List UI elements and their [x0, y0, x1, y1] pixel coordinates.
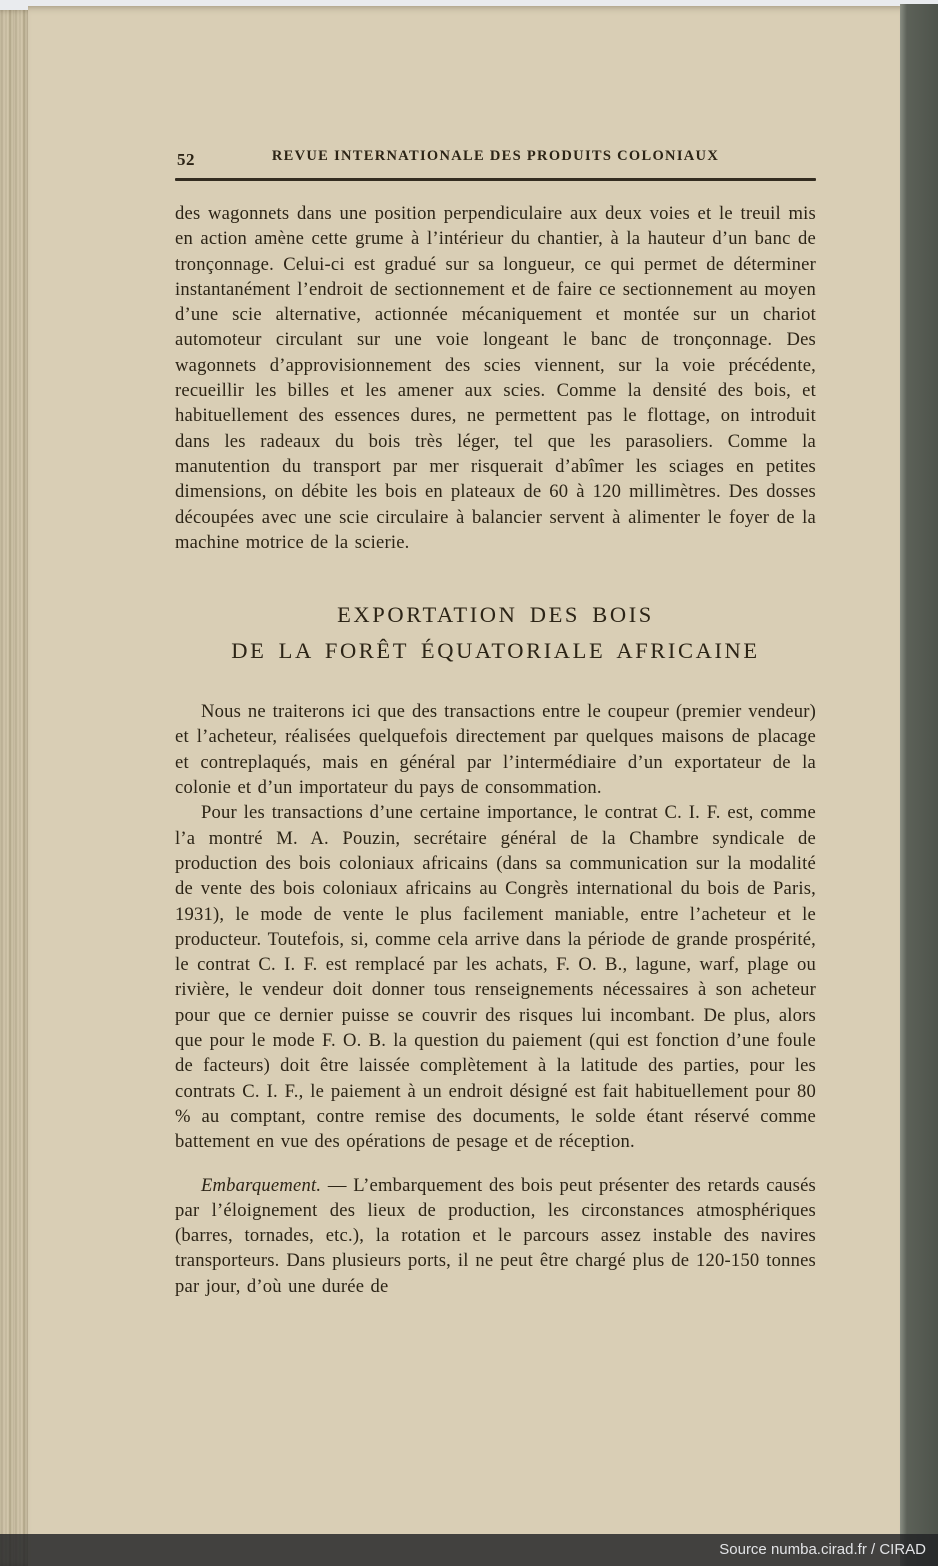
- source-text: Source numba.cirad.fr / CIRAD: [719, 1541, 926, 1558]
- paragraph-embarquement-text: — L’embarquement des bois peut présenter des retards causés par l’éloignement des lieux de production, les circonstances atmosphériques (barres, tornades, etc.), la rotation et le parcours assez instable des navires transporteurs. Dans plusieurs ports, il ne peut être chargé plus de 120-150 tonnes par jour, d’où une durée de: [175, 1174, 816, 1297]
- section-heading-line1: EXPORTATION DES BOIS: [337, 602, 654, 628]
- page-header: [175, 148, 816, 172]
- page-number: 52: [177, 150, 195, 169]
- page-content: [28, 6, 902, 1299]
- section-heading: [175, 597, 816, 669]
- book-page: [28, 6, 902, 1566]
- paragraph-continuation: des wagonnets dans une position perpendiculaire aux deux voies et le treuil mis en action amène cette grume à l’intérieur du chantier, à la hauteur d’un banc de tronçonnage. Celui-ci est gradué sur sa longueur, ce qui permet de déterminer instantanément l’endroit de sectionnement et de faire ce sectionnement au moyen d’une scie alternative, actionnée mécaniquement et montée sur un chariot automoteur circulant sur une voie longeant le banc de tronçonnage. Des wagonnets d’approvisionnement des scies viennent, sur la voie précédente, recueillir les billes et les amener aux scies. Comme la densité des bois, et habituellement des essences dures, ne permettent pas le flottage, on introduit dans les radeaux du bois très léger, tel que les parasoliers. Comme la manutention du transport par mer risquerait d’abîmer les sciages en petites dimensions, on débite les bois en plateaux de 60 à 120 millimètres. Des dosses découpées avec une scie circulaire à balancier servent à alimenter le foyer de la machine motrice de la scierie.: [175, 203, 816, 553]
- paragraph-lead-embarquement: Embarquement.: [201, 1174, 322, 1196]
- paragraph-embarquement: [175, 1173, 816, 1299]
- paragraph-intro: Nous ne traiterons ici que des transactions entre le coupeur (premier vendeur) et l’acheteur, réalisées quelquefois directement par quelques maisons de placage et contreplaqués, mais en général par l’intermédiaire d’un exportateur de la colonie et d’un importateur du pays de consommation.: [175, 701, 816, 799]
- paragraph-cif: Pour les transactions d’une certaine importance, le contrat C. I. F. est, comme l’a montré M. A. Pouzin, secrétaire général de la Chambre syndicale de production des bois coloniaux africains (dans sa communication sur la modalité de vente des bois coloniaux africains au Congrès international du bois de Paris, 1931), le mode de vente le plus facilement maniable, entre l’acheteur et le producteur. Toutefois, si, comme cela arrive dans la période de grande prospérité, le contrat C. I. F. est remplacé par les achats, F. O. B., lagune, warf, plage ou rivière, le vendeur doit donner tous renseignements nécessaires à son acheteur pour que ce dernier puisse se couvrir des risques lui incombant. De plus, alors que pour le mode F. O. B. la question du paiement (qui est fonction d’une foule de facteurs) doit être laissée complètement à la latitude des parties, pour les contrats C. I. F., le paiement à un endroit désigné est fait habituellement pour 80 % au comptant, contre remise des documents, le solde étant réservé comme battement en vue des opérations de pesage et de réception.: [175, 802, 816, 1153]
- book-cover: [900, 4, 938, 1566]
- journal-title: REVUE INTERNATIONALE DES PRODUITS COLONIAUX: [271, 148, 720, 164]
- section-heading-line2: DE LA FORÊT ÉQUATORIALE AFRICAINE: [231, 638, 760, 664]
- header-rule: [175, 178, 816, 181]
- body-text: [175, 201, 816, 1299]
- source-bar: [0, 1534, 938, 1566]
